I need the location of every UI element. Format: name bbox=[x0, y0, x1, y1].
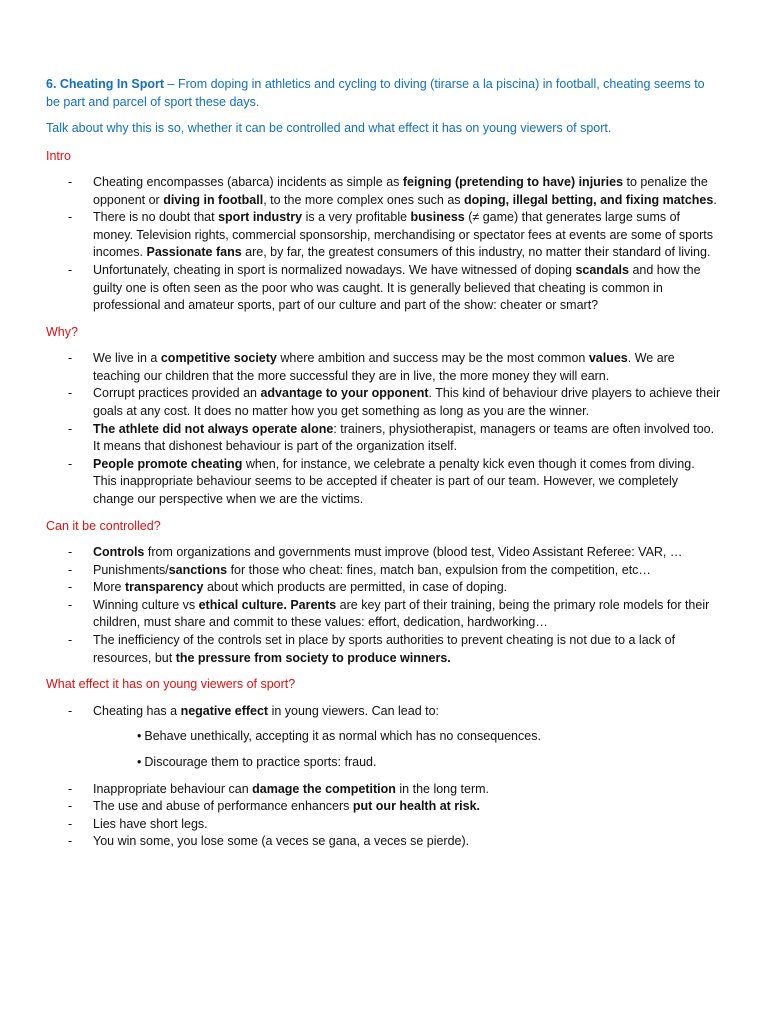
dash-marker: - bbox=[68, 580, 73, 595]
text-run: and how the guilty one is often seen as the poor who was caught. It is generally believed that cheating is common in professional and amateur sports, part of our culture and part of the show: cheater or smart? bbox=[93, 262, 701, 313]
text-run: when, for instance, we celebrate a penalty kick even though it comes from diving. This inappropriate behaviour seems to be accepted if cheater is part of our team. However, we completely change our perspective when we are the victims. bbox=[93, 456, 695, 506]
list-item-text bbox=[93, 351, 675, 383]
list-item bbox=[46, 632, 721, 667]
text-run: We live in a bbox=[93, 351, 161, 366]
dash-marker: - bbox=[68, 633, 73, 648]
text-run: from organizations and governments must improve (blood test, Video Assistant Referee: VAR, … bbox=[144, 545, 683, 560]
text-run: are key part of their training, being the primary role models for their children, must share and commit to these values: effort, dedication, hardworking… bbox=[93, 597, 710, 630]
list-item-text bbox=[93, 817, 208, 831]
list-item-text bbox=[93, 563, 651, 577]
dash-marker: - bbox=[68, 781, 73, 796]
bold-text: People promote cheating bbox=[93, 456, 243, 471]
text-run: . bbox=[713, 192, 717, 207]
text-run: The inefficiency of the controls set in place by sports authorities to prevent cheating is not due to a lack of resources, but bbox=[93, 633, 676, 665]
dash-marker: - bbox=[68, 386, 73, 401]
intro-list bbox=[46, 174, 721, 315]
bold-text: feigning (pretending to have) injuries bbox=[402, 175, 624, 189]
list-item bbox=[46, 350, 721, 385]
heading-intro: Intro bbox=[46, 148, 72, 163]
sub-bullet-text: Discourage them to practice sports: fraud. bbox=[144, 754, 377, 769]
text-run: There is no doubt that bbox=[93, 210, 219, 225]
list-item-text bbox=[93, 545, 682, 559]
text-run: to penalize the opponent or bbox=[93, 175, 708, 207]
topic-text: From doping in athletics and cycling to diving (tirarse a la piscina) in football, cheating seems to be part and parcel of sport these days. bbox=[46, 77, 705, 109]
dash-marker: - bbox=[68, 703, 73, 718]
dash-marker: - bbox=[68, 456, 73, 471]
list-item bbox=[46, 174, 721, 209]
bold-text: sanctions bbox=[168, 562, 228, 577]
bold-text: competitive society bbox=[160, 351, 277, 366]
list-item-text bbox=[93, 210, 713, 259]
list-item-text bbox=[93, 580, 507, 594]
bullet-marker: • bbox=[137, 729, 142, 744]
list-item-text bbox=[93, 422, 714, 454]
text-run: Cheating encompasses (abarca) incidents as simple as bbox=[93, 175, 403, 189]
effect-first-list bbox=[46, 703, 721, 721]
text-run: about which products are permitted, in case of doping. bbox=[203, 580, 508, 595]
bold-text: The athlete did not always operate alone bbox=[93, 421, 334, 436]
dash-marker: - bbox=[68, 210, 73, 225]
dash-marker: - bbox=[68, 351, 73, 366]
text-run: : trainers, physiotherapist, managers or teams are often involved too. It means that dishonest behaviour is part of the organization itself. bbox=[93, 421, 715, 454]
text-run: (≠ game) that generates large sums of money. Television rights, commercial sponsorship, merchandising or spectator fees at events are some of sports incomes. bbox=[93, 210, 713, 260]
list-item-text bbox=[93, 263, 701, 312]
dash-marker: - bbox=[68, 545, 73, 560]
list-item-text bbox=[93, 175, 717, 207]
list-item bbox=[46, 798, 721, 816]
text-run: in the long term. bbox=[395, 781, 490, 796]
bold-text: Parents bbox=[290, 597, 337, 612]
list-item bbox=[46, 421, 721, 456]
text-run: , to the more complex ones such as bbox=[263, 192, 464, 207]
list-item-text bbox=[93, 457, 695, 506]
dash-marker: - bbox=[68, 421, 73, 436]
text-run: Unfortunately, cheating in sport is normalized nowadays. We have witnessed of doping bbox=[93, 262, 576, 277]
text-run: Cheating has a bbox=[93, 703, 181, 718]
list-item bbox=[46, 833, 721, 851]
list-item bbox=[46, 703, 721, 721]
bold-text: scandals bbox=[575, 262, 629, 277]
list-item bbox=[46, 385, 721, 420]
list-item-text bbox=[93, 834, 469, 848]
bold-text: put our health at risk. bbox=[352, 799, 480, 814]
dash-marker: - bbox=[68, 597, 73, 612]
why-list bbox=[46, 350, 721, 508]
dash-marker: - bbox=[68, 834, 73, 849]
dash-marker: - bbox=[68, 562, 73, 577]
list-item-text bbox=[93, 799, 480, 813]
bold-text: doping, illegal betting, and fixing matches bbox=[464, 192, 714, 207]
text-run: Inappropriate behaviour can bbox=[93, 781, 253, 796]
text-run: Corrupt practices provided an bbox=[93, 386, 261, 401]
bold-text: diving in football bbox=[163, 192, 264, 207]
text-run: for those who cheat: fines, match ban, expulsion from the competition, etc… bbox=[227, 562, 651, 577]
topic-title: 6. Cheating In Sport bbox=[46, 77, 165, 91]
list-item bbox=[46, 816, 721, 834]
control-list bbox=[46, 544, 721, 667]
text-run: Punishments/ bbox=[93, 562, 169, 577]
heading-why: Why? bbox=[46, 324, 78, 339]
bold-text: the pressure from society to produce winners. bbox=[175, 650, 451, 665]
list-item-text bbox=[93, 598, 709, 630]
bold-text: values bbox=[588, 351, 628, 366]
dash-marker: - bbox=[68, 175, 73, 189]
list-item bbox=[46, 209, 721, 262]
bold-text: Controls bbox=[93, 545, 145, 560]
effect-list bbox=[46, 781, 721, 851]
text-run: More bbox=[93, 580, 125, 595]
task-prompt: Talk about why this is so, whether it can be controlled and what effect it has on young viewers of sport. bbox=[46, 121, 612, 135]
bold-text: ethical culture. bbox=[198, 597, 287, 612]
list-item-text bbox=[93, 704, 439, 718]
text-run: where ambition and success may be the most common bbox=[276, 351, 589, 366]
text-run: The use and abuse of performance enhancers bbox=[93, 799, 353, 814]
heading-effect: What effect it has on young viewers of sport? bbox=[46, 677, 296, 692]
text-run: in young viewers. Can lead to: bbox=[268, 703, 440, 718]
dash-marker: - bbox=[68, 262, 73, 277]
list-item bbox=[46, 781, 721, 799]
document-page bbox=[46, 76, 721, 860]
list-item bbox=[46, 456, 721, 509]
bold-text: negative effect bbox=[180, 703, 269, 718]
text-run: . We are teaching our children that the more successful they are in live, the more money they will earn. bbox=[93, 351, 675, 383]
list-item-text bbox=[93, 782, 489, 796]
heading-control: Can it be controlled? bbox=[46, 518, 161, 533]
sub-bullet-item bbox=[46, 754, 721, 772]
list-item bbox=[46, 262, 721, 315]
text-run: You win some, you lose some (a veces se gana, a veces se pierde). bbox=[93, 834, 470, 849]
list-item bbox=[46, 562, 721, 580]
list-item bbox=[46, 597, 721, 632]
bold-text: Passionate fans bbox=[146, 245, 242, 260]
text-run: Lies have short legs. bbox=[93, 816, 208, 831]
bold-text: damage the competition bbox=[252, 781, 396, 796]
dash-marker: - bbox=[68, 799, 73, 814]
bold-text: sport industry bbox=[218, 210, 303, 225]
bold-text: business bbox=[410, 210, 465, 225]
topic-separator: – bbox=[164, 77, 178, 91]
list-item bbox=[46, 544, 721, 562]
topic-paragraph bbox=[46, 76, 721, 111]
text-run: are, by far, the greatest consumers of this industry, no matter their standard of living. bbox=[241, 245, 711, 260]
bullet-marker: • bbox=[137, 754, 142, 769]
text-run: . This kind of behaviour drive players to achieve their goals at any cost. It does no matter how you get something as long as you are the winner. bbox=[93, 386, 721, 419]
list-item-text bbox=[93, 386, 720, 418]
bold-text: transparency bbox=[124, 580, 204, 595]
list-item-text bbox=[93, 633, 675, 665]
dash-marker: - bbox=[68, 816, 73, 831]
sub-bullet-item bbox=[46, 728, 721, 746]
bold-text: advantage to your opponent bbox=[260, 386, 429, 401]
text-run: is a very profitable bbox=[302, 210, 411, 225]
sub-bullet-text: Behave unethically, accepting it as normal which has no consequences. bbox=[144, 729, 541, 744]
list-item bbox=[46, 579, 721, 597]
text-run: Winning culture vs bbox=[93, 597, 199, 612]
